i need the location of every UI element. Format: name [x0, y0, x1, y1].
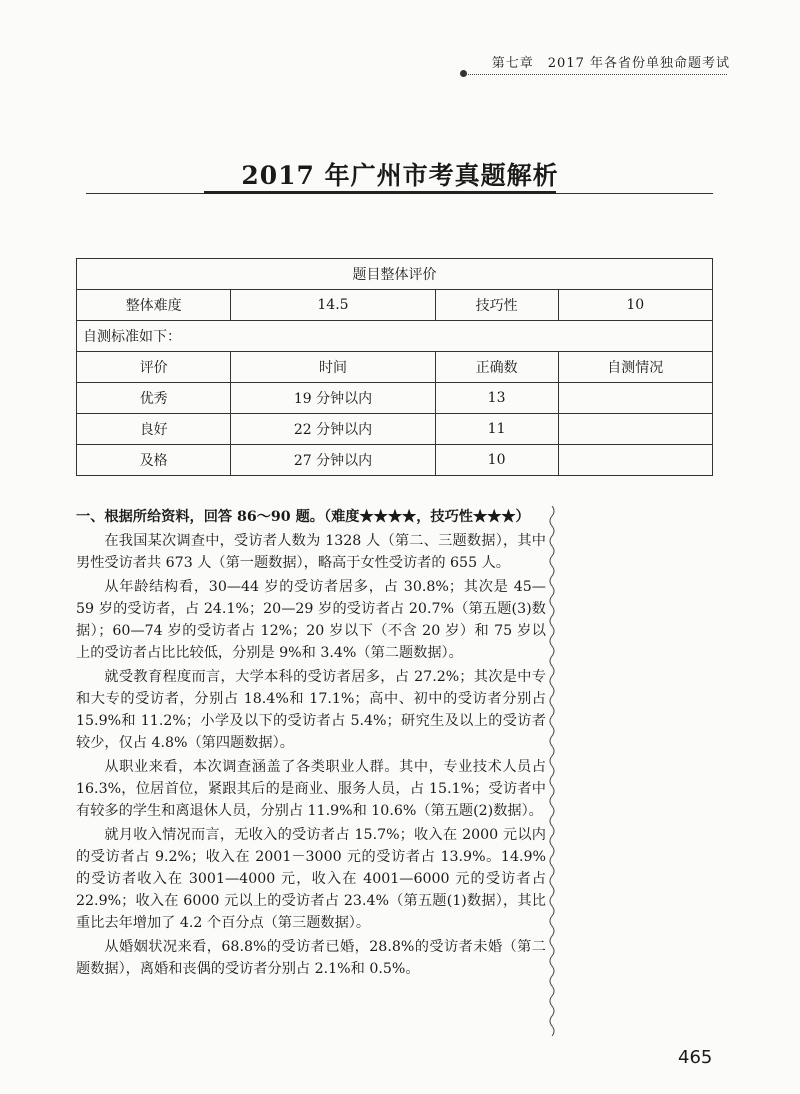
evaluation-table [76, 258, 713, 476]
paragraph: 就受教育程度而言，大学本科的受访者居多，占 27.2%；其次是中专和大专的受访者，分别占 18.4%和 17.1%；高中、初中的受访者分别占 15.9%和 11.2%；小学及以下的受访者占 5.4%；研究生及以上的受访者较少，仅占 4.8%（第四题数据）。 [76, 669, 546, 751]
table-cell: 27 分钟以内 [231, 445, 435, 476]
page-number: 465 [678, 1047, 713, 1068]
page-title: 2017 年广州市考真题解析 [241, 161, 559, 190]
table-cell: 10 [558, 290, 712, 321]
paragraph: 从年龄结构看，30—44 岁的受访者居多，占 30.8%；其次是 45—59 岁的受访者，占 24.1%；20—29 岁的受访者占 20.7%（第五题(3)数据）；60—74 岁的受访者占 12%；20 岁以下（不含 20 岁）和 75 岁以上的受访者占比比较低，分别是 9%和 3.4%（第二题数据）。 [76, 579, 546, 661]
table-cell: 19 分钟以内 [231, 383, 435, 414]
section-heading: 一、根据所给资料，回答 86～90 题。（难度★★★★，技巧性★★★） [76, 509, 530, 525]
table-caption: 题目整体评价 [77, 259, 713, 290]
self-test-note: 自测标准如下： [77, 321, 713, 352]
table-cell [558, 414, 712, 445]
table-cell: 技巧性 [435, 290, 558, 321]
table-row [77, 383, 713, 414]
table-cell: 22 分钟以内 [231, 414, 435, 445]
table-cell [558, 383, 712, 414]
table-header: 评价 [77, 352, 231, 383]
table-row [77, 290, 713, 321]
wavy-margin-line [547, 506, 557, 1036]
table-cell: 及格 [77, 445, 231, 476]
table-row [77, 321, 713, 352]
table-cell: 10 [435, 445, 558, 476]
table-cell: 13 [435, 383, 558, 414]
paragraph: 从职业来看，本次调查涵盖了各类职业人群。其中，专业技术人员占 16.3%，位居首位，紧跟其后的是商业、服务人员，占 15.1%；受访者中有较多的学生和离退休人员，分别占 11.9%和 10.6%（第五题(2)数据）。 [76, 759, 546, 819]
paragraph: 从婚姻状况来看，68.8%的受访者已婚，28.8%的受访者未婚（第二题数据），离婚和丧偶的受访者分别占 2.1%和 0.5%。 [76, 939, 546, 977]
table-cell: 整体难度 [77, 290, 231, 321]
paragraph: 在我国某次调查中，受访者人数为 1328 人（第二、三题数据），其中男性受访者共 673 人（第一题数据），略高于女性受访者的 655 人。 [76, 533, 546, 571]
table-header-row [77, 352, 713, 383]
running-head-rule [465, 74, 727, 75]
title-rule-thick [204, 191, 556, 194]
table-cell: 良好 [77, 414, 231, 445]
table-cell: 优秀 [77, 383, 231, 414]
paragraph: 就月收入情况而言，无收入的受访者占 15.7%；收入在 2000 元以内的受访者占 9.2%；收入在 2001－3000 元的受访者占 13.9%。14.9%的受访者收入在 3001—4000 元，收入在 4001—6000 元的受访者占 22.9%；收入在 6000 元以上的受访者占 23.4%（第五题(1)数据），其比重比去年增加了 4.2 个百分点（第三题数据）。 [76, 827, 546, 931]
table-caption-row [77, 259, 713, 290]
table-header: 时间 [231, 352, 435, 383]
table-cell: 14.5 [231, 290, 435, 321]
table-header: 自测情况 [558, 352, 712, 383]
table-row [77, 445, 713, 476]
table-cell: 11 [435, 414, 558, 445]
running-head: 第七章 2017 年各省份单独命题考试 [491, 56, 730, 71]
section-content [76, 506, 546, 982]
table-header: 正确数 [435, 352, 558, 383]
table-cell [558, 445, 712, 476]
table-row [77, 414, 713, 445]
